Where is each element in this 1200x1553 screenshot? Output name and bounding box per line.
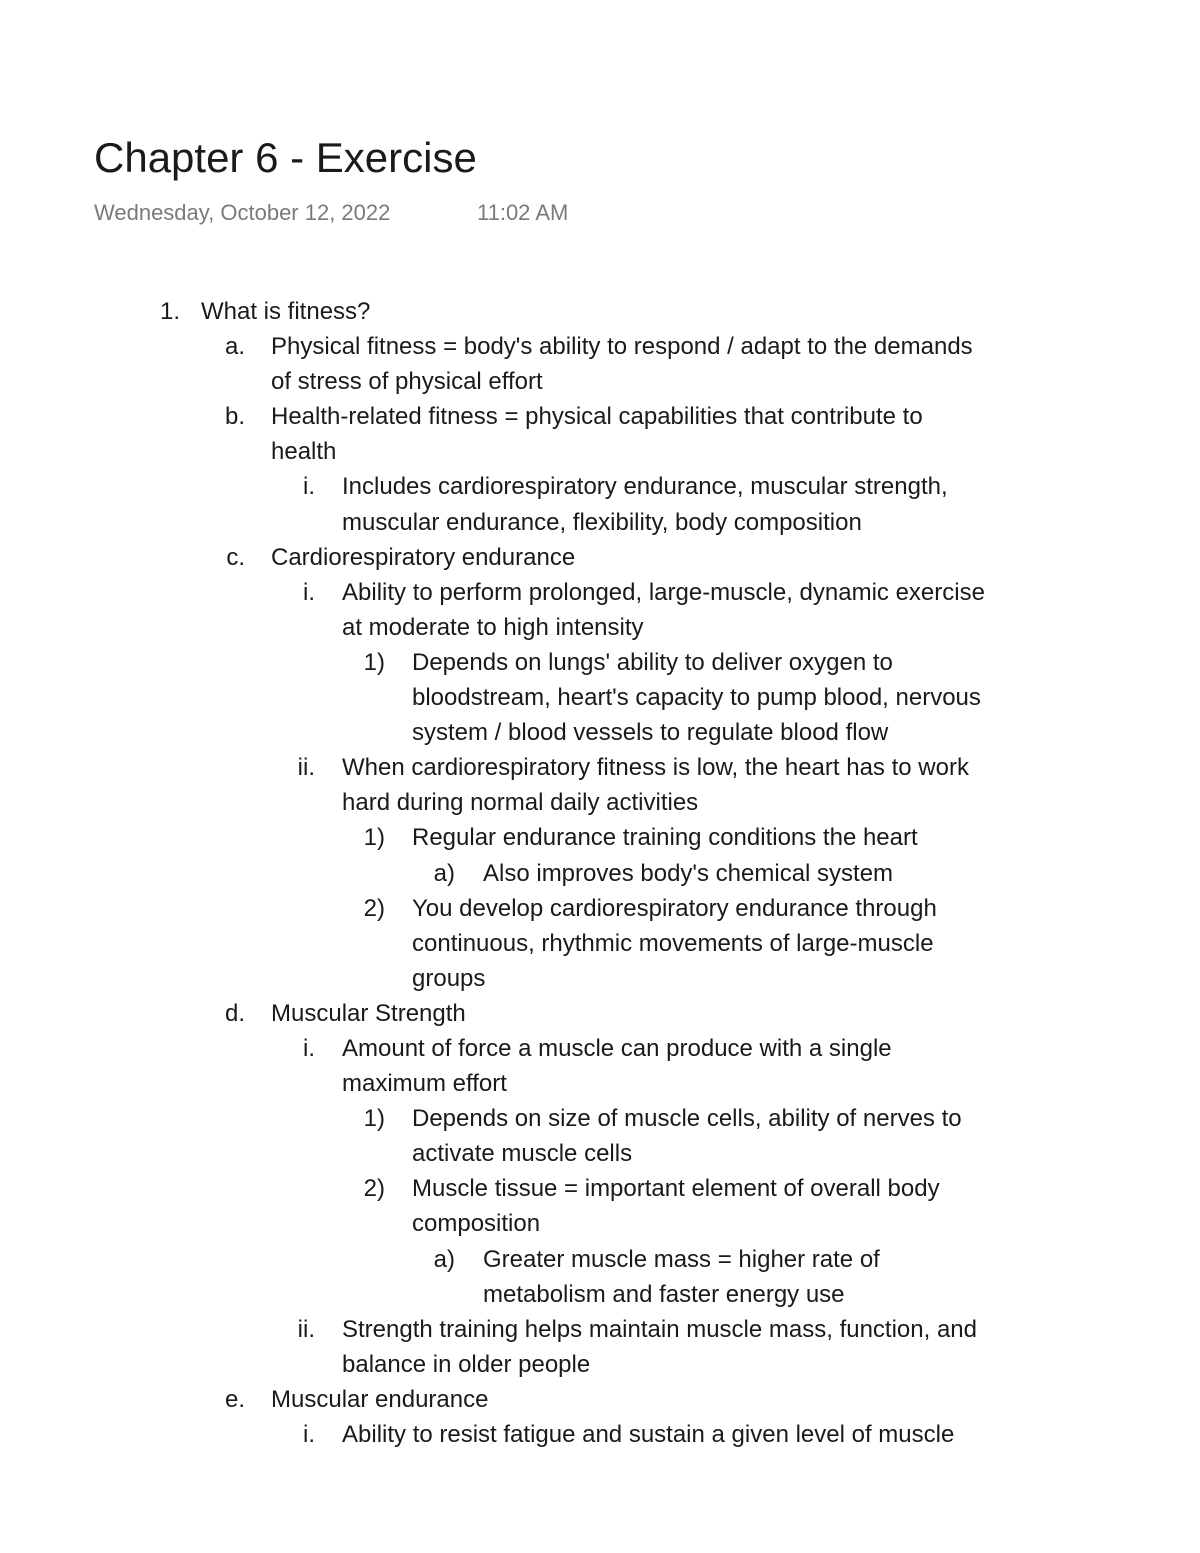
outline-text-line: Ability to perform prolonged, large-muscle, dynamic exercise — [342, 578, 985, 606]
outline-text-line: hard during normal daily activities — [342, 789, 699, 817]
outline-item — [0, 540, 1200, 575]
outline-text-line: Includes cardiorespiratory endurance, muscular strength, — [342, 473, 948, 501]
outline-text-line: Regular endurance training conditions the heart — [412, 824, 918, 852]
outline-text-line: Depends on lungs' ability to deliver oxygen to — [412, 648, 893, 676]
outline-text-line: health — [271, 438, 337, 466]
outline-text — [342, 1031, 1061, 1101]
outline-text — [342, 469, 1061, 539]
outline-text — [271, 329, 1061, 399]
outline-item — [0, 469, 1200, 539]
outline-text — [271, 1382, 1061, 1417]
outline-item — [0, 1171, 1200, 1241]
outline-item — [0, 1101, 1200, 1171]
outline-marker: i. — [303, 473, 315, 501]
outline-text-line: at moderate to high intensity — [342, 613, 644, 641]
outline-marker: i. — [303, 1421, 315, 1448]
outline-text — [412, 1101, 1061, 1171]
outline-text-line: Muscular endurance — [271, 1385, 489, 1413]
outline-marker: i. — [303, 1034, 315, 1062]
outline-text-line: Greater muscle mass = higher rate of — [483, 1245, 880, 1273]
outline-item — [0, 575, 1200, 645]
outline-text-line: Depends on size of muscle cells, ability of nerves to — [412, 1105, 962, 1133]
outline-text-line: system / blood vessels to regulate blood flow — [412, 719, 889, 747]
outline-text — [342, 575, 1061, 645]
page-title: Chapter 6 - Exercise — [94, 134, 477, 181]
outline-marker: a) — [433, 1245, 455, 1273]
outline-marker: 1) — [363, 1105, 385, 1133]
outline-text-line: When cardiorespiratory fitness is low, the heart has to work — [342, 754, 969, 782]
outline-text-line: Cardiorespiratory endurance — [271, 543, 576, 571]
outline-text-line: What is fitness? — [201, 298, 371, 325]
outline-text-line: bloodstream, heart's capacity to pump blood, nervous — [412, 684, 981, 712]
outline-text — [342, 750, 1061, 820]
outline-text-line: Health-related fitness = physical capabilities that contribute to — [271, 403, 923, 431]
outline-item — [0, 996, 1200, 1031]
outline-marker: d. — [224, 999, 245, 1027]
outline-item — [0, 1382, 1200, 1417]
outline-marker: a. — [224, 333, 245, 361]
outline-item — [0, 1031, 1200, 1101]
outline-item — [0, 1242, 1200, 1312]
outline-marker: c. — [226, 543, 245, 571]
outline-text-line: balance in older people — [342, 1350, 591, 1378]
outline-text-line: Ability to resist fatigue and sustain a given level of muscle — [342, 1421, 955, 1448]
outline-text — [271, 540, 1061, 575]
outline-text — [483, 856, 1061, 891]
outline-text-line: activate muscle cells — [412, 1140, 633, 1168]
outline-text — [271, 996, 1061, 1031]
outline-marker: 1) — [363, 648, 385, 676]
outline-marker: ii. — [297, 1315, 315, 1343]
outline-text-line: Physical fitness = body's ability to respond / adapt to the demands — [271, 333, 973, 361]
outline-marker: 2) — [363, 894, 385, 922]
outline-marker: ii. — [297, 754, 315, 782]
page-time: 11:02 AM — [477, 200, 569, 225]
outline-text-line: maximum effort — [342, 1070, 507, 1098]
outline-marker: 1) — [363, 824, 385, 852]
page-date-line — [94, 198, 569, 228]
outline-text-line: continuous, rhythmic movements of large-muscle — [412, 929, 934, 957]
outline-text — [342, 1417, 1061, 1452]
outline-item — [0, 645, 1200, 750]
outline-text-line: Strength training helps maintain muscle mass, function, and — [342, 1315, 978, 1343]
outline-marker: i. — [303, 578, 315, 606]
outline-text-line: Amount of force a muscle can produce with a single — [342, 1034, 892, 1062]
outline-text — [271, 399, 1061, 469]
outline-text — [483, 1242, 1061, 1312]
outline-text — [412, 820, 1061, 855]
outline-marker: 1. — [159, 298, 180, 325]
outline-text — [412, 645, 1061, 750]
outline-item — [0, 891, 1200, 996]
outline-item — [0, 294, 1200, 329]
outline-item — [0, 750, 1200, 820]
outline-item — [0, 329, 1200, 399]
outline-text-line: Muscle tissue = important element of overall body — [412, 1175, 940, 1203]
outline-text-line: metabolism and faster energy use — [483, 1280, 845, 1308]
outline-text-line: Also improves body's chemical system — [483, 859, 894, 887]
outline-text — [342, 1312, 1061, 1382]
outline-marker: b. — [224, 403, 245, 431]
outline-text — [201, 294, 1061, 329]
outline-item — [0, 399, 1200, 469]
outline-text-line: of stress of physical effort — [271, 368, 543, 396]
outline-marker: 2) — [363, 1175, 385, 1203]
outline-marker: a) — [433, 859, 455, 887]
outline-text-line: groups — [412, 964, 486, 992]
outline-text-line: composition — [412, 1210, 541, 1238]
outline-item — [0, 1417, 1200, 1452]
outline-text — [412, 891, 1061, 996]
outline-text-line: Muscular Strength — [271, 999, 466, 1027]
outline-text-line: You develop cardiorespiratory endurance through — [412, 894, 937, 922]
notes-outline — [0, 294, 1200, 1448]
page-date: Wednesday, October 12, 2022 — [94, 200, 391, 225]
outline-marker: e. — [224, 1385, 245, 1413]
outline-text — [412, 1171, 1061, 1241]
outline-item — [0, 1312, 1200, 1382]
outline-item — [0, 820, 1200, 855]
outline-item — [0, 856, 1200, 891]
outline-text-line: muscular endurance, flexibility, body composition — [342, 508, 862, 536]
